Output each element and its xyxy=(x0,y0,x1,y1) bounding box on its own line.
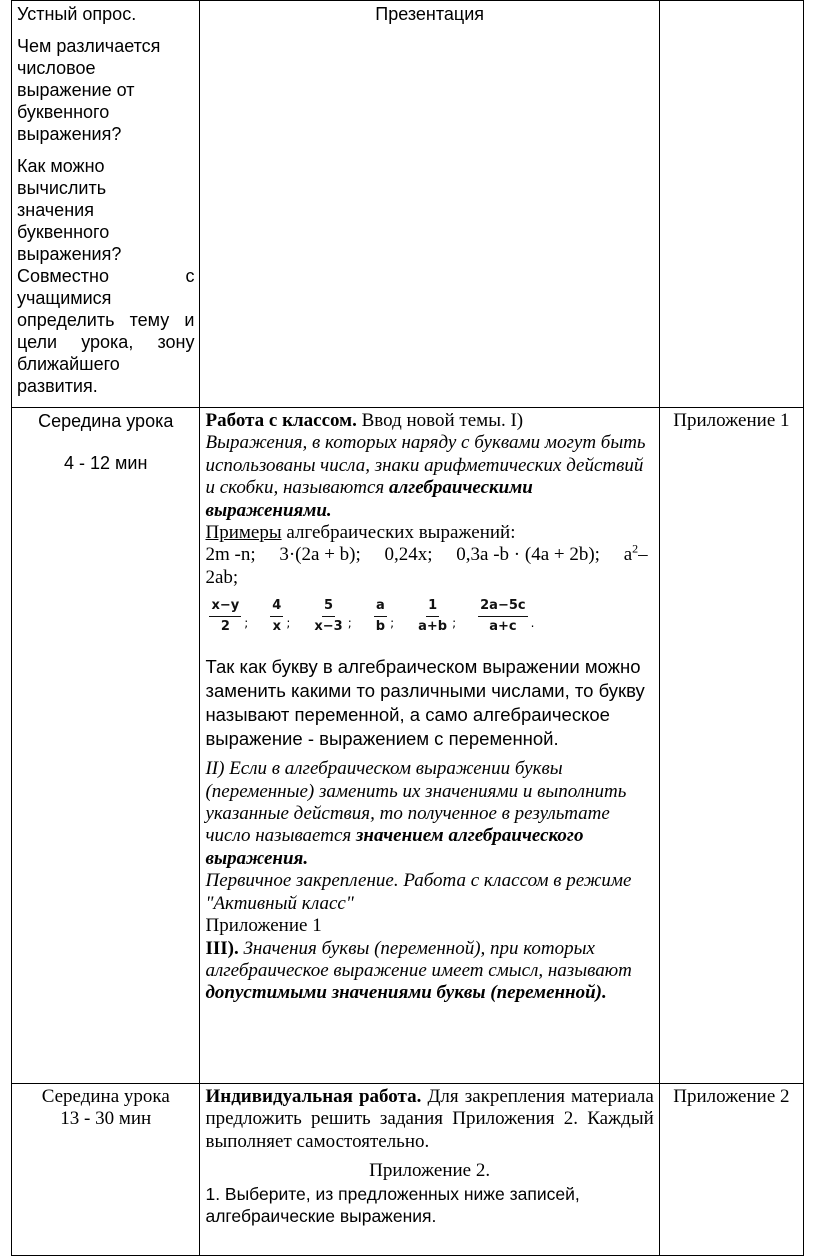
appendix-reference: Приложение 1 xyxy=(205,915,322,937)
appendix-label: Приложение 2 xyxy=(673,1086,790,1107)
variable-paragraph: Так как букву в алгебраическом выражении можно заменить какими то различными числами, то букву называют переменной, а само алгебраическое выражение - выражением с переменной. xyxy=(205,656,645,750)
appendix-cell-1 xyxy=(659,408,803,1084)
lesson-plan-page xyxy=(11,0,804,1259)
stage-cell-middle-2 xyxy=(12,1084,200,1256)
oral-question-1: Чем различается числовое выражение от буквенного выражения? xyxy=(17,36,161,144)
fraction-examples: $\frac{x-y}{2}$ ; $\frac{4}{x}$ ; $\frac{5}{x-3}$ ; $\frac{a}{b}$ ; $\frac{1}{a+b}$ ; $\frac{2a-5c}{a+c}$ . xyxy=(211,597,535,634)
examples-exponent: 2 xyxy=(632,542,639,557)
examples-rest: алгебраических выражений: xyxy=(286,522,516,544)
fraction-expression: $\frac{5}{x-3}$ xyxy=(314,597,343,634)
presentation-label: Презентация xyxy=(375,4,484,24)
part3-label: III). xyxy=(205,937,239,959)
stage-label: Середина урока xyxy=(38,411,174,431)
work-intro: Ввод новой темы. I) xyxy=(361,410,524,431)
stage-cell-middle-1 xyxy=(12,408,200,1084)
stage-label: Середина урока xyxy=(41,1086,170,1107)
fraction-expression: $\frac{1}{a+b}$ xyxy=(418,597,448,634)
individual-work-text: Для закрепления материала предложить решить задания Приложения 2. Каждый выполняет самостоятельно. xyxy=(205,1086,654,1152)
definition-text: Выражения, в которых наряду с буквами могут быть использованы числа, знаки арифметических действий и скобки, называются xyxy=(205,432,646,499)
examples-line-b: – 2ab; xyxy=(205,544,653,588)
part3-term: допустимыми значениями буквы (переменной). xyxy=(205,982,607,1004)
part3-text: Значения буквы (переменной), при которых алгебраическое выражение имеет смысл, называют xyxy=(205,937,632,981)
fraction-expression: $\frac{2a-5c}{a+c}$ xyxy=(480,597,526,634)
stage-time: 13 - 30 мин xyxy=(60,1108,152,1130)
work-title: Работа с классом. xyxy=(205,410,357,431)
oral-survey-cell xyxy=(12,1,200,408)
table-row xyxy=(12,1084,804,1256)
table-row xyxy=(12,1,804,408)
oral-question-2: Как можно вычислить значения буквенного выражения? xyxy=(17,156,122,264)
lesson-plan-table xyxy=(11,0,804,1256)
table-row xyxy=(12,408,804,1084)
definition-term: алгебраическими выражениями. xyxy=(205,477,533,521)
presentation-cell xyxy=(200,1,659,408)
consolidation-text: Первичное закрепление. Работа с классом в режиме "Активный класс" xyxy=(205,870,632,914)
part2-text: II) Если в алгебраическом выражении буквы (переменные) заменить их значениями и выполнить указанные действия, то полученное в результате число называется xyxy=(205,758,627,847)
examples-label: Примеры xyxy=(205,522,282,544)
appendix-label: Приложение 1 xyxy=(673,410,790,431)
oral-survey-title: Устный опрос. xyxy=(17,4,137,24)
appendix-heading: Приложение 2. xyxy=(369,1160,491,1182)
content-cell-middle-1 xyxy=(200,408,659,1084)
oral-task-text: Совместно с учащимися определить тему и цели урока, зону ближайшего развития. xyxy=(17,266,195,396)
task-1-text: 1. Выберите, из предложенных ниже записей, алгебраические выражения. xyxy=(205,1183,580,1226)
empty-resource-cell xyxy=(659,1,803,408)
part2-term: значением алгебраического выражения. xyxy=(205,825,584,869)
examples-line-a: 2m -n; 3·(2a + b); 0,24x; 0,3a -b · (4a + 2b); a xyxy=(205,544,633,566)
appendix-cell-2 xyxy=(659,1084,803,1256)
individual-work-title: Индивидуальная работа. xyxy=(205,1086,422,1107)
content-cell-middle-2 xyxy=(200,1084,659,1256)
fraction-expression: $\frac{x-y}{2}$ xyxy=(211,597,240,634)
fraction-expression: $\frac{4}{x}$ xyxy=(272,597,282,634)
stage-time: 4 - 12 мин xyxy=(64,453,148,473)
fraction-expression: $\frac{a}{b}$ xyxy=(375,597,386,634)
